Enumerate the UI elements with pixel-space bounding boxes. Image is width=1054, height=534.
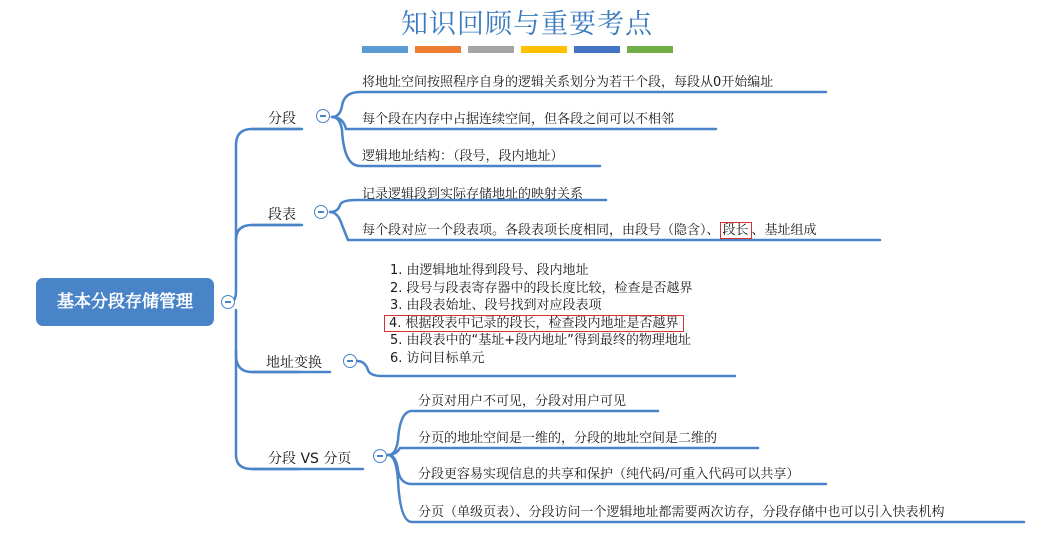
highlight-segment-length: 段长 — [720, 222, 752, 239]
translation-step-4: 4. 根据段表中记录的段长，检查段内地址是否越界 — [384, 315, 684, 332]
translation-step-2: 2. 段号与段表寄存器中的段长度比较，检查是否越界 — [390, 280, 693, 296]
translation-step-3: 3. 由段表始址、段号找到对应段表项 — [390, 298, 602, 314]
collapse-icon[interactable] — [221, 295, 235, 309]
collapse-icon[interactable] — [314, 205, 328, 219]
connector-root-table — [236, 225, 300, 240]
vs-item-4: 分页（单级页表）、分段访问一个逻辑地址都需要两次访存，分段存储中也可以引入快表机构 — [418, 505, 945, 520]
root-node[interactable] — [36, 278, 214, 326]
segmentation-item-2: 每个段在内存中占据连续空间，但各段之间可以不相邻 — [362, 112, 675, 127]
segment-table-item-2 — [362, 219, 817, 238]
translation-step-5: 5. 由段表中的“基址+段内地址”得到最终的物理地址 — [390, 333, 691, 349]
collapse-icon[interactable] — [343, 354, 357, 368]
branch-segmentation[interactable]: 分段 — [268, 111, 296, 127]
vs-item-3: 分段更容易实现信息的共享和保护（纯代码/可重入代码可以共享） — [418, 467, 800, 482]
root-label: 基本分段存储管理 — [57, 292, 193, 312]
translation-steps — [390, 262, 693, 368]
vs-item-2: 分页的地址空间是一维的，分段的地址空间是二维的 — [418, 431, 718, 446]
branch-seg-vs-page[interactable]: 分段 VS 分页 — [268, 451, 352, 467]
branch-address-translation[interactable]: 地址变换 — [266, 355, 322, 371]
vs-item-1: 分页对用户不可见，分段对用户可见 — [418, 394, 627, 409]
page-title: 知识回顾与重要考点 — [401, 9, 653, 40]
segmentation-item-1: 将地址空间按照程序自身的逻辑关系划分为若干个段，每段从0开始编址 — [362, 75, 774, 90]
segmentation-item-3: 逻辑地址结构：（段号，段内地址） — [362, 149, 564, 164]
segment-table-item-2-tail: 、基址组成 — [751, 223, 817, 238]
translation-step-6: 6. 访问目标单元 — [390, 350, 485, 366]
collapse-icon[interactable] — [373, 449, 387, 463]
segment-table-item-1: 记录逻辑段到实际存储地址的映射关系 — [362, 187, 584, 202]
translation-step-1: 1. 由逻辑地址得到段号、段内地址 — [390, 263, 589, 278]
branch-segment-table[interactable]: 段表 — [268, 207, 296, 223]
segment-table-item-2-text: 每个段对应一个段表项。各段表项长度相同，由段号（隐含）、 — [362, 223, 720, 238]
collapse-icon[interactable] — [316, 109, 330, 123]
